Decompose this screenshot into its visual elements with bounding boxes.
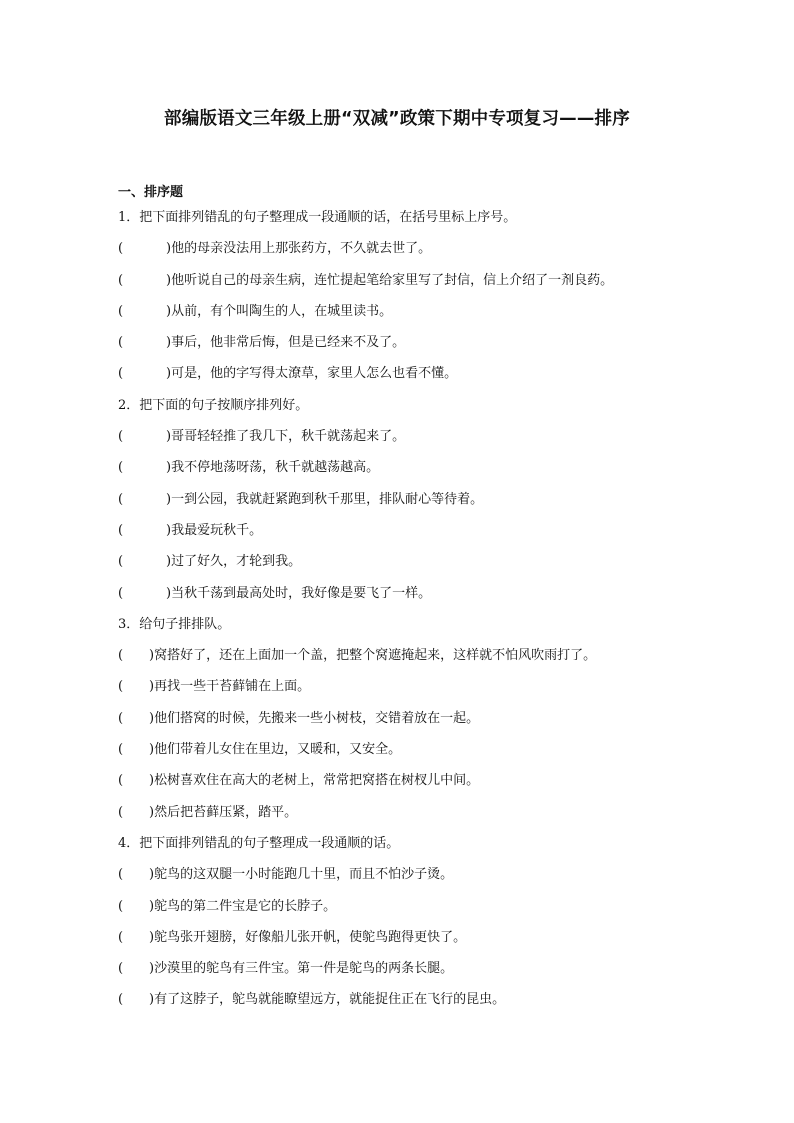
option-text: 他的母亲没法用上那张药方，不久就去世了。 [171, 241, 432, 257]
answer-blank[interactable]: ( [118, 554, 124, 570]
ordering-option [118, 859, 718, 890]
answer-blank-close: ) [149, 710, 155, 726]
answer-blank[interactable]: ( [118, 648, 124, 664]
answer-blank-close: ) [149, 867, 155, 883]
ordering-option [118, 296, 718, 327]
answer-blank-close: ) [166, 460, 172, 476]
ordering-option [118, 703, 718, 734]
question-stem: 4．把下面排列错乱的句子整理成一段通顺的话。 [118, 835, 400, 851]
ordering-option [118, 515, 718, 546]
option-text: 鸵鸟张开翅膀，好像船儿张开帆，使鸵鸟跑得更快了。 [154, 929, 467, 945]
question-stem: 2．把下面的句子按顺序排列好。 [118, 397, 309, 413]
answer-blank[interactable]: ( [118, 742, 124, 758]
answer-blank[interactable]: ( [118, 773, 124, 789]
question-stem: 3．给句子排排队。 [118, 616, 231, 632]
answer-blank[interactable]: ( [118, 335, 124, 351]
ordering-option [118, 484, 718, 515]
ordering-option [118, 421, 718, 452]
option-text: 从前，有个叫陶生的人，在城里读书。 [171, 303, 393, 319]
answer-blank-close: ) [166, 522, 172, 538]
ordering-option [118, 953, 718, 984]
option-text: 可是，他的字写得太潦草，家里人怎么也看不懂。 [171, 366, 458, 382]
answer-blank-close: ) [166, 429, 172, 445]
answer-blank[interactable]: ( [118, 867, 124, 883]
answer-blank[interactable]: ( [118, 272, 124, 288]
ordering-option [118, 891, 718, 922]
section-heading: 一、排序题 [118, 185, 184, 200]
answer-blank-close: ) [149, 898, 155, 914]
option-text: 我最爱玩秋千。 [171, 522, 263, 538]
option-text: 一到公园，我就赶紧跑到秋千那里，排队耐心等待着。 [171, 491, 484, 507]
answer-blank-close: ) [149, 679, 155, 695]
option-text: 鸵鸟的这双腿一小时能跑几十里，而且不怕沙子烫。 [154, 867, 454, 883]
ordering-option [118, 734, 718, 765]
answer-blank-close: ) [166, 491, 172, 507]
option-text: 他们带着儿女住在里边，又暖和，又安全。 [154, 742, 402, 758]
answer-blank-close: ) [149, 648, 155, 664]
option-text: 我不停地荡呀荡，秋千就越荡越高。 [171, 460, 380, 476]
answer-blank-close: ) [166, 272, 172, 288]
ordering-option [118, 797, 718, 828]
option-text: 哥哥轻轻推了我几下，秋千就荡起来了。 [171, 429, 406, 445]
ordering-option [118, 327, 718, 358]
question-stem: 1．把下面排列错乱的句子整理成一段通顺的话，在括号里标上序号。 [118, 210, 517, 225]
answer-blank-close: ) [149, 961, 155, 977]
ordering-option [118, 265, 718, 296]
answer-blank[interactable]: ( [118, 898, 124, 914]
option-text: 沙漠里的鸵鸟有三件宝。第一件是鸵鸟的两条长腿。 [154, 961, 454, 977]
option-text: 有了这脖子，鸵鸟就能瞭望远方，就能捉住正在飞行的昆虫。 [154, 992, 506, 1008]
answer-blank[interactable]: ( [118, 460, 124, 476]
answer-blank[interactable]: ( [118, 491, 124, 507]
option-text: 再找一些干苔藓铺在上面。 [154, 679, 311, 695]
option-text: 事后，他非常后悔，但是已经来不及了。 [171, 335, 406, 351]
ordering-option [118, 358, 718, 389]
ordering-option [118, 765, 718, 796]
answer-blank[interactable]: ( [118, 241, 124, 257]
answer-blank[interactable]: ( [118, 585, 124, 601]
ordering-option [118, 233, 718, 264]
option-text: 鸵鸟的第二件宝是它的长脖子。 [154, 898, 337, 914]
answer-blank-close: ) [149, 804, 155, 820]
option-text: 窝搭好了，还在上面加一个盖，把整个窝遮掩起来，这样就不怕风吹雨打了。 [154, 648, 597, 664]
answer-blank-close: ) [149, 992, 155, 1008]
answer-blank-close: ) [166, 303, 172, 319]
answer-blank[interactable]: ( [118, 961, 124, 977]
answer-blank-close: ) [166, 585, 172, 601]
option-text: 他们搭窝的时候，先搬来一些小树枝，交错着放在一起。 [154, 710, 480, 726]
ordering-option [118, 984, 718, 1015]
ordering-option [118, 546, 718, 577]
option-text: 当秋千荡到最高处时，我好像是要飞了一样。 [171, 585, 432, 601]
ordering-option [118, 578, 718, 609]
answer-blank-close: ) [166, 241, 172, 257]
ordering-option [118, 640, 718, 671]
answer-blank[interactable]: ( [118, 429, 124, 445]
answer-blank-close: ) [166, 335, 172, 351]
option-text: 松树喜欢住在高大的老树上，常常把窝搭在树杈儿中间。 [154, 773, 480, 789]
answer-blank-close: ) [166, 554, 172, 570]
ordering-option [118, 922, 718, 953]
option-text: 过了好久，才轮到我。 [171, 554, 302, 570]
page-title: 部编版语文三年级上册“双减”政策下期中专项复习——排序 [164, 109, 630, 129]
answer-blank[interactable]: ( [118, 366, 124, 382]
answer-blank[interactable]: ( [118, 929, 124, 945]
answer-blank[interactable]: ( [118, 679, 124, 695]
answer-blank-close: ) [149, 773, 155, 789]
answer-blank[interactable]: ( [118, 303, 124, 319]
answer-blank[interactable]: ( [118, 710, 124, 726]
answer-blank-close: ) [166, 366, 172, 382]
answer-blank[interactable]: ( [118, 804, 124, 820]
option-text: 他听说自己的母亲生病，连忙提起笔给家里写了封信，信上介绍了一剂良药。 [171, 272, 614, 288]
option-text: 然后把苔藓压紧，踏平。 [154, 804, 298, 820]
ordering-option [118, 452, 718, 483]
question-list [118, 202, 718, 1016]
answer-blank-close: ) [149, 929, 155, 945]
ordering-option [118, 671, 718, 702]
answer-blank[interactable]: ( [118, 992, 124, 1008]
answer-blank[interactable]: ( [118, 522, 124, 538]
answer-blank-close: ) [149, 742, 155, 758]
